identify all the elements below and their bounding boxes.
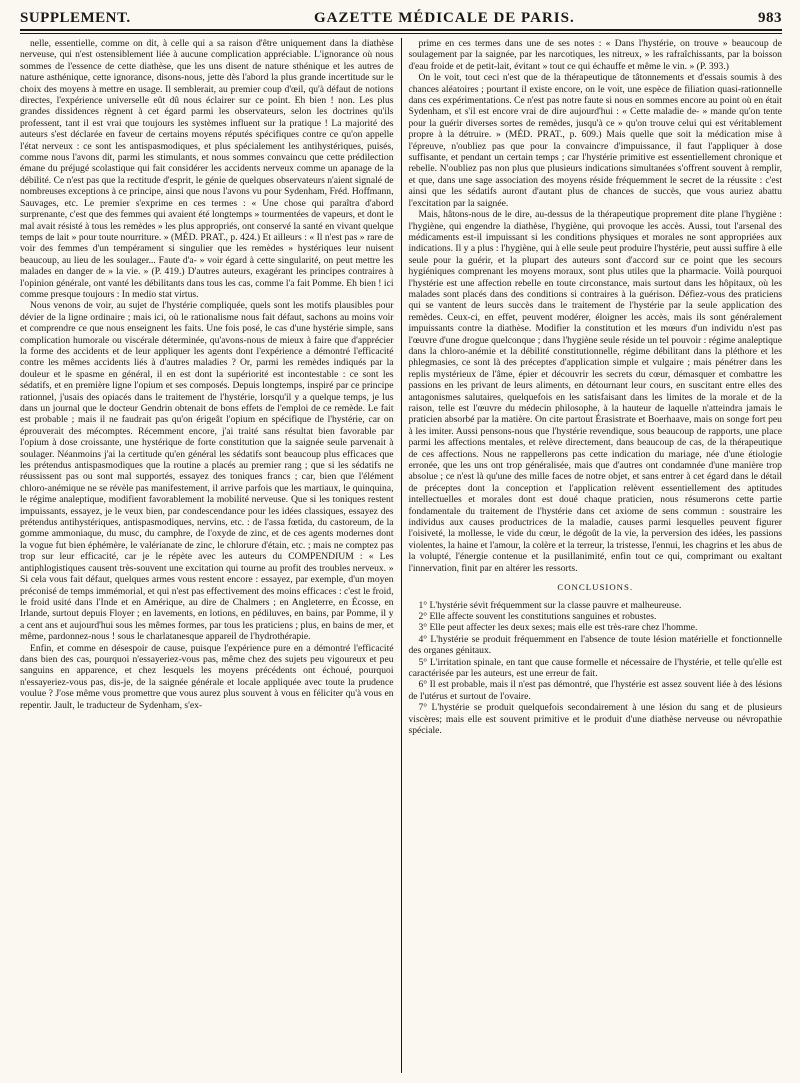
conclusion-item: 6° Il est probable, mais il n'est pas démontré, que l'hystérie est assez souvent liée à des lésions de l'utérus et surtout de l'ovaire.: [408, 679, 782, 702]
header-rule: [20, 33, 782, 34]
article-columns: [20, 38, 782, 1073]
conclusions-heading: CONCLUSIONS.: [557, 582, 634, 593]
paragraph: Nous venons de voir, au sujet de l'hystérie compliquée, quels sont les motifs plausibles pour dévier de la ligne ordinaire ; mais ici, où le rationalisme nous fait défaut, sachons au moins voir et comprendre ce que nous enseignent les faits. Une fois posé, le cas d'une hystérie simple, sans complication humorale ou viscérale déterminée, qu'avons-nous de mieux à faire que d'apprécier la forme des accidents et de leur appliquer les agents dont l'expérience a démontré l'efficacité contre les mêmes accidents liés à d'autres maladies ? Or, parmi les remèdes indiqués par la douleur et le spasme en général, il en est dont la supériorité est incontestable : ce sont les sédatifs, et en première ligne l'opium et ses composés. Depuis longtemps, inspiré par ce principe rationnel, j'usais des opiacés dans le traitement de l'hystérie, lorsqu'il y a quelque temps, je lus dans un journal que le docteur Gendrin obtenait de bons effets de l'emploi de ce remède. Le fait est probable ; mais il ne faudrait pas qu'on érigeât l'opium en spécifique de l'hystérie, car on éprouverait des mécomptes. Récemment encore, j'ai traité sans résultat bien favorable par l'opium à dose croissante, une hystérique de forte constitution que la saignée seule parvenait à soulager. Néanmoins j'ai la certitude qu'en général les sédatifs sont beaucoup plus efficaces que les prétendus antispasmodiques que la routine a placés au premier rang ; que si les sédatifs ne réussissent pas ou sont mal supportés, essayez des toniques francs ; car, bien que l'élément chloro-anémique ne se révèle pas manifestement, il arrive parfois que les martiaux, le quinquina, le régime analeptique, modifient favorablement la mobilité nerveuse. Que si les toniques restent impuissants, essayez, je le veux bien, par condescendance pour les idées classiques, essayez des prétendus antihystériques, antispasmodiques, nervins, etc. : de l'assa fœtida, du castoreum, de la gomme ammoniaque, du musc, du camphre, de l'oxyde de zinc, et de ces agents modernes dont la vogue fut bien éphémère, le valérianate de zinc, le chlorure d'étain, etc. ; mais ne comptez pas trop sur leur efficacité, car je le répète avec les auteurs du COMPENDIUM : « Les antiphlogistiques causent très-souvent une excitation qui tourne au profit des troubles nerveux. » Si cela vous fait défaut, quelques armes vous restent encore : essayez, par exemple, d'un moyen préconisé de temps immémorial, et qui n'est pas effectivement des moins efficaces : c'est le froid, le froid usité dans l'Inde et en Amérique, au dire de Chalmers ; en Angleterre, en Écosse, en Irlande, surtout depuis Floyer ; en lavements, en lotions, en pédiluves, en bains, par Pomme, il y a cent ans et aujourd'hui sous les mêmes formes, par tous les praticiens ; plus, en bains de mer, et même, pardonnez-nous ! sous le charlatanesque appareil de l'hydrothérapie.: [20, 300, 394, 643]
conclusion-item: 1° L'hystérie sévit fréquemment sur la classe pauvre et malheureuse.: [418, 599, 682, 611]
paragraph: Enfin, et comme en désespoir de cause, puisque l'expérience pure en a démontré l'efficacité dans bien des cas, pourquoi n'essayeriez-vous pas, même chez des sujets peu vigoureux et peu sanguins en apparence, et chez lesquels les moyens précédents ont échoué, pourquoi n'essayeriez-vous pas, dis-je, de la saignée générale et locale appliquée avec toute la prudence voulue ? J'ose même vous promettre que vous aurez plus souvent à vous en féliciter qu'à vous en repentir. Jault, le traducteur de Sydenham, s'ex-: [20, 642, 394, 711]
conclusion-item: 4° L'hystérie se produit fréquemment en l'absence de toute lésion matérielle et fonctionnelle des organes génitaux.: [408, 633, 782, 657]
paragraph: Mais, hâtons-nous de le dire, au-dessus de la thérapeutique proprement dite plane l'hygiène : l'hygiène, qui engendre la diathèse, l'hygiène, qui provoque les accès. Aussi, tout l'arsenal des médicaments est-il impuissant si les conditions physiques et morales ne sont appropriées aux indications. Il y a plus : l'hygiène, qui à elle seule peut produire l'hystérie, peut aussi suffire à elle seule pour la guérir, et la plupart des auteurs sont d'accord sur ce point que les secours hygiéniques comprenant les moyens moraux, sont plus utiles que la pharmacie. Voilà pourquoi l'hystérie est une affection rebelle en toute circonstance, mais surtout dans les hôpitaux, où les malades sont placés dans des conditions si contraires à la guérison. Défiez-vous des praticiens qui se vantent de leurs succès dans le traitement de l'hystérie par la seule application des remèdes. Ceux-ci, en effet, peuvent modérer, éloigner les accès, mais ils sont généralement impuissants contre la diathèse. Modifier la constitution et les mœurs d'un individu n'est pas l'œuvre d'une drogue quelconque ; dans l'hygiène seule réside un tel pouvoir : régime analeptique dans la chloro-anémie et la débilité constitutionnelle, régime débilitant dans la pléthore et les phlegmasies, ce sont là des préceptes d'application simple et vulgaire ; mais pénétrer dans les replis mystérieux de l'âme, épier et découvrir les secrets du cœur, démasquer et combattre les passions en les privant de leurs aliments, en détournant leur cours, en suscitant entre elles des antagonismes salutaires, quelquefois en les satisfaisant dans les limites de la morale et de la raison, telle est l'œuvre du médecin philosophe, à la hauteur de laquelle n'atteindra jamais le praticien absorbé par la matière. On cite partout Érasistrate et Boerhaave, mais on songe fort peu à les imiter. Aussi pensons-nous que l'hystérie revendique, sous beaucoup de rapports, une place parmi les affections mentales, et relève directement, dans beaucoup de cas, de la thérapeutique de ces affections. Nous ne rappellerons pas cette indication du mariage, née d'une étiologie erronée, que les uns ont trop généralisée, mais que d'autres ont condamnée d'une manière trop absolue ; ce n'est là qu'une des mille faces de notre objet, et sans entrer à cet égard dans le détail de préceptes dont la conception et l'application relèvent essentiellement des aptitudes intellectuelles et morales dont est doué chaque praticien, nous résumerons cette partie fondamentale du traitement de l'hystérie dans cet axiome de sens commun : soustraire les individus aux causes productrices de la maladie, causes parmi lesquelles peuvent figurer l'oisiveté, la mollesse, le vide du cœur, le dégoût de la vie, la perversion des idées, les passions violentes, la haine et l'amour, la colère et la terreur, la tristesse, l'ennui, les chagrins et les abus de la volupté, l'énergie contenue et la pusillanimité, enfin tout ce qui, comprimant ou exaltant l'innervation, finit par en altérer les ressorts.: [408, 209, 782, 574]
page-header: [20, 10, 782, 31]
paragraph: nelle, essentielle, comme on dit, à celle qui a sa raison d'être uniquement dans la diathèse nerveuse, qui n'est ostensiblement liée à aucune complication appréciable. L'ignorance où nous sommes de l'essence de cette diathèse, que les uns disent de nature sthénique et les autres de nature asthénique, cette ignorance, disons-nous, jette dès l'abord la plus grande incertitude sur le choix des moyens à mettre en usage. Il semblerait, au premier coup d'œil, qu'à défaut de notions directes, l'expérience universelle eût dû nous éclairer sur ce point. Eh bien ! non. Les plus grandes dissidences règnent à cet égard parmi les observateurs, selon les doctrines qu'ils professent, tant il est vrai que toujours les systèmes influent sur la pratique ! La majorité des auteurs s'est déclarée en faveur de certains moyens réputés spécifiques contre ce qu'on appelle l'état nerveux : ce sont les antispasmodiques, et plus spécialement les antihystériques, puisés, comme nous l'avons dit, parmi les stimulants, et nous sommes convaincu que cette prédilection émane du préjugé scolastique qui fait considérer les accidents nerveux comme un apanage de la débilité. Ce n'est pas que la rectitude d'esprit, le génie de quelques observateurs n'aient signalé de nombreuses exceptions à ce principe, ainsi que nous l'avons vu pour Sydenham, Fréd. Hoffmann, Sauvages, etc. Le premier s'exprime en ces termes : « Une chose qui paraîtra d'abord surprenante, c'est que des femmes qui avaient été longtemps » tourmentées de vapeurs, et dont le mal avait résisté à tous les remèdes » les plus appropriés, ont conservé la santé en vivant quelque temps de lait » pour toute nourriture. » (MÉD. PRAT., p. 424.) Et ailleurs : « Il n'est pas » rare de voir des femmes d'un tempérament si singulier que les remèdes » hystériques leur nuisent beaucoup, au lieu de les soulager... Faute d'a- » voir égard à cette singularité, on peut mettre les malades en danger de » la vie. » (P. 419.) D'autres auteurs, exagérant les principes contraires à l'opinion générale, ont vanté les débilitants dans tous les cas, comme l'a fait Pomme. Eh bien ! ici comme presque toujours : In medio stat virtus.: [20, 38, 394, 300]
left-column: [20, 38, 394, 1073]
conclusions-list: [408, 600, 782, 737]
conclusion-item: 7° L'hystérie se produit quelquefois secondairement à une lésion du sang et de plusieurs viscères; mais elle est souvent primitive et le produit d'une diathèse nerveuse ou névropathie spéciale.: [408, 702, 782, 736]
header-journal-title: GAZETTE MÉDICALE DE PARIS.: [313, 10, 575, 26]
column-divider: [401, 38, 402, 1073]
conclusion-item: 2° Elle affecte souvent les constitutions sanguines et robustes.: [418, 610, 657, 622]
paragraph: prime en ces termes dans une de ses notes : « Dans l'hystérie, on trouve » beaucoup de soulagement par la saignée, par les narcotiques, les nitreux, » les rafraîchissants, par la boisson d'eau froide et de petit-lait, évitant » tout ce qui échauffe et même le vin. » (P. 393.): [408, 38, 782, 72]
conclusion-item: 3° Elle peut affecter les deux sexes; mais elle est très-rare chez l'homme.: [418, 622, 698, 634]
conclusion-item: 5° L'irritation spinale, en tant que cause formelle et nécessaire de l'hystérie, et telle qu'elle est caractérisée par les auteurs, est une erreur de fait.: [408, 656, 782, 679]
page-number: 983: [757, 10, 782, 26]
header-supplement: SUPPLEMENT.: [20, 10, 131, 26]
right-column: [408, 38, 782, 1073]
paragraph: On le voit, tout ceci n'est que de la thérapeutique de tâtonnements et d'essais soumis à des chances aléatoires ; pourtant il existe encore, on le voit, une espèce de filiation quasi-rationnelle dans ces expérimentations. Ce n'est pas notre faute si nous en sommes encore au point où en était Sydenham, et s'il est encore vrai de dire aujourd'hui : « Cette maladie de- » mande qu'on tente pour la guérir diverses sortes de remèdes, jusqu'à ce » qu'on trouve celui qui est véritablement propre à la détruire. » (MÉD. PRAT., p. 609.) Mais quelle que soit la médication mise à l'épreuve, n'oubliez pas que pour la convaincre d'impuissance, il faut l'appliquer à dose suffisante, et pendant un certain temps ; car l'hystérie primitive est essentiellement chronique et rebelle. N'oubliez pas non plus que plusieurs indications simultanées s'offrent souvent à remplir, et que, dans une sage association des moyens réside fréquemment le secret de la réussite : c'est ainsi que les sédatifs auront d'autant plus de chances de succès, que vous auriez abattu l'excitation par la saignée.: [408, 72, 782, 209]
